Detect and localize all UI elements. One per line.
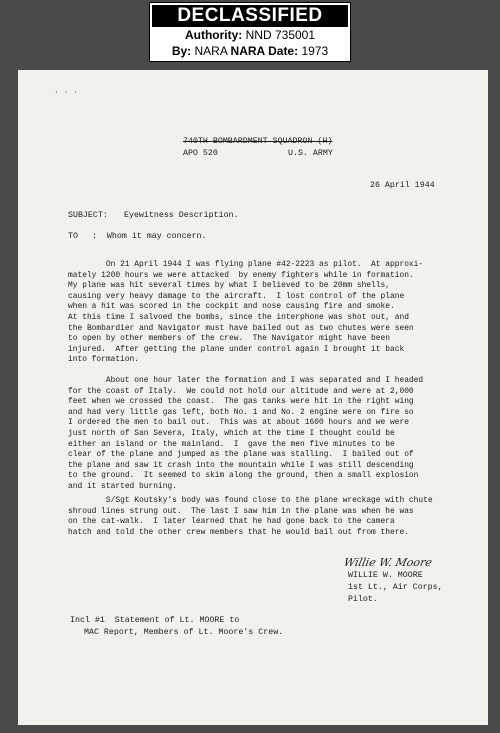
army-line: U.S. ARMY xyxy=(288,149,333,158)
to-label: TO xyxy=(68,232,78,241)
stamp-date-value: 1973 xyxy=(301,44,329,58)
inclosure-line-2: MAC Report, Members of Lt. Moore's Crew. xyxy=(84,628,284,637)
squadron-heading: 740TH BOMBARDMENT SQUADRON (H) xyxy=(183,137,333,146)
stamp-title: DECLASSIFIED xyxy=(152,5,348,27)
paragraph-2: About one hour later the formation and I was separated and I headed for the coast of Italy. We could not hold our altitude and were at 2,000 feet when we crossed the coast. The gas tanks were hit in the right wing and had very little gas left, both No. 1 and No. 2 engine were on fire so I ordered the men to bail out. This was at about 1600 hours and we were just north of San Severa, Italy, which at the time I thought could be either an island or the mainland. I gave the men five minutes to be clear of the plane and jumped as the plane was stalling. I bailed out of the plane and saw it crash into the mountain while I was still descending to the ground. It seemed to skim along the ground, then a small explosion and it started burning. xyxy=(68,376,424,491)
to-value: : Whom it may concern. xyxy=(92,232,207,241)
signatory-role: Pilot. xyxy=(348,595,378,604)
declassified-stamp xyxy=(149,2,351,62)
stamp-by-line xyxy=(150,43,350,59)
apo-line: APO 520 xyxy=(183,149,218,158)
stamp-date-label: NARA Date: xyxy=(230,44,299,58)
signatory-name: WILLIE W. MOORE xyxy=(348,571,423,580)
document-page xyxy=(18,70,488,725)
subject-label: SUBJECT: xyxy=(68,211,108,220)
paragraph-3: S/Sgt Koutsky's body was found close to the plane wreckage with chute shroud lines strung out. The last I saw him in the plane was when he was on the cat-walk. I later learned that he had gone back to the camera hatch and told the other crew members that he would bail out from there. xyxy=(68,496,433,537)
stamp-by-label: By: xyxy=(171,44,192,58)
signatory-rank: 1st Lt., Air Corps, xyxy=(348,583,443,592)
scan-speck: · · · xyxy=(54,88,79,97)
document-date: 26 April 1944 xyxy=(370,181,435,190)
handwritten-signature: Willie W. Moore xyxy=(342,556,434,569)
paragraph-1: On 21 April 1944 I was flying plane #42-2223 as pilot. At approxi- mately 1200 hours we were attacked by enemy fighters while in formation. My plane was hit several times by what I believed to be 20mm shells, causing very heavy damage to the aircraft. I lost control of the plane when a hit was scored in the cockpit and nose causing fire and smoke. At this time I salvoed the bombs, since the interphone was shot out, and the Bombardier and Navigator must have bailed out as two chutes were seen to open by other members of the crew. The Navigator might have been injured. After getting the plane under control again I brought it back into formation. xyxy=(68,260,424,365)
stamp-by-value: NARA xyxy=(194,44,228,58)
stamp-authority-line xyxy=(150,27,350,43)
stamp-authority-label: Authority: xyxy=(184,28,243,42)
stamp-authority-value: NND 735001 xyxy=(245,28,316,42)
subject-value: Eyewitness Description. xyxy=(124,211,239,220)
inclosure-line-1: Incl #1 Statement of Lt. MOORE to xyxy=(70,616,240,625)
